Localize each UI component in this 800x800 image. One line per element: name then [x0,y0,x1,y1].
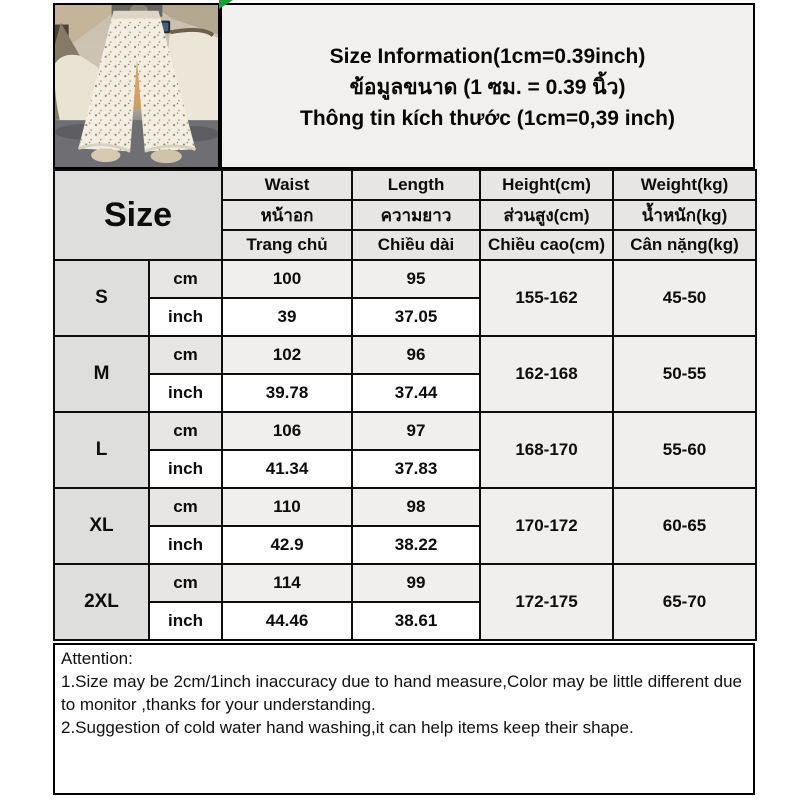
title-panel [220,3,755,169]
attention-note-1: 1.Size may be 2cm/1inch inaccuracy due to hand measure,Color may be little different due to monitor ,thanks for your understanding. [61,672,742,714]
m-length-cm: 96 [352,336,480,374]
2xl-weight: 65-70 [613,564,756,640]
col-height-th: ส่วนสูง(cm) [480,200,613,230]
attention-box [53,643,755,795]
2xl-waist-cm: 114 [222,564,352,602]
2xl-waist-inch: 44.46 [222,602,352,640]
col-weight-vi: Cân nặng(kg) [613,230,756,260]
m-weight: 50-55 [613,336,756,412]
col-height-vi: Chiều cao(cm) [480,230,613,260]
col-waist-en: Waist [222,170,352,200]
unit-label-inch: inch [149,602,222,640]
unit-label-inch: inch [149,374,222,412]
unit-label-inch: inch [149,298,222,336]
xl-length-cm: 98 [352,488,480,526]
unit-label-cm: cm [149,488,222,526]
col-height-en: Height(cm) [480,170,613,200]
s-length-inch: 37.05 [352,298,480,336]
attention-heading: Attention: [61,649,133,668]
xl-height: 170-172 [480,488,613,564]
m-waist-inch: 39.78 [222,374,352,412]
unit-label-cm: cm [149,564,222,602]
s-weight: 45-50 [613,260,756,336]
product-photo [53,3,220,169]
col-weight-th: น้ำหนัก(kg) [613,200,756,230]
xl-waist-inch: 42.9 [222,526,352,564]
col-weight-en: Weight(kg) [613,170,756,200]
title-english: Size Information(1cm=0.39inch) [329,45,646,68]
attention-note-2: 2.Suggestion of cold water hand washing,it can help items keep their shape. [61,718,634,737]
l-length-inch: 37.83 [352,450,480,488]
size-s: S [54,260,149,336]
m-waist-cm: 102 [222,336,352,374]
col-waist-vi: Trang chủ [222,230,352,260]
2xl-length-cm: 99 [352,564,480,602]
l-weight: 55-60 [613,412,756,488]
l-height: 168-170 [480,412,613,488]
col-length-en: Length [352,170,480,200]
size-l: L [54,412,149,488]
s-waist-inch: 39 [222,298,352,336]
2xl-length-inch: 38.61 [352,602,480,640]
title-vietnamese: Thông tin kích thước (1cm=0,39 inch) [300,107,675,130]
table-row [54,564,756,602]
unit-label-inch: inch [149,526,222,564]
unit-label-cm: cm [149,260,222,298]
table-row [54,260,756,298]
s-length-cm: 95 [352,260,480,298]
m-height: 162-168 [480,336,613,412]
l-waist-cm: 106 [222,412,352,450]
s-waist-cm: 100 [222,260,352,298]
m-length-inch: 37.44 [352,374,480,412]
unit-label-cm: cm [149,336,222,374]
l-length-cm: 97 [352,412,480,450]
l-waist-inch: 41.34 [222,450,352,488]
unit-label-inch: inch [149,450,222,488]
size-2xl: 2XL [54,564,149,640]
xl-waist-cm: 110 [222,488,352,526]
xl-length-inch: 38.22 [352,526,480,564]
s-height: 155-162 [480,260,613,336]
col-length-th: ความยาว [352,200,480,230]
size-table [53,169,757,641]
title-thai: ข้อมูลขนาด (1 ซม. = 0.39 นิ้ว) [349,76,626,99]
2xl-height: 172-175 [480,564,613,640]
table-row [54,336,756,374]
col-waist-th: หน้าอก [222,200,352,230]
size-header: Size [54,170,222,260]
table-row [54,412,756,450]
unit-label-cm: cm [149,412,222,450]
size-m: M [54,336,149,412]
table-row [54,488,756,526]
product-photo-illustration [55,5,218,167]
col-length-vi: Chiều dài [352,230,480,260]
size-xl: XL [54,488,149,564]
green-corner-marker-icon [219,0,233,9]
xl-weight: 60-65 [613,488,756,564]
